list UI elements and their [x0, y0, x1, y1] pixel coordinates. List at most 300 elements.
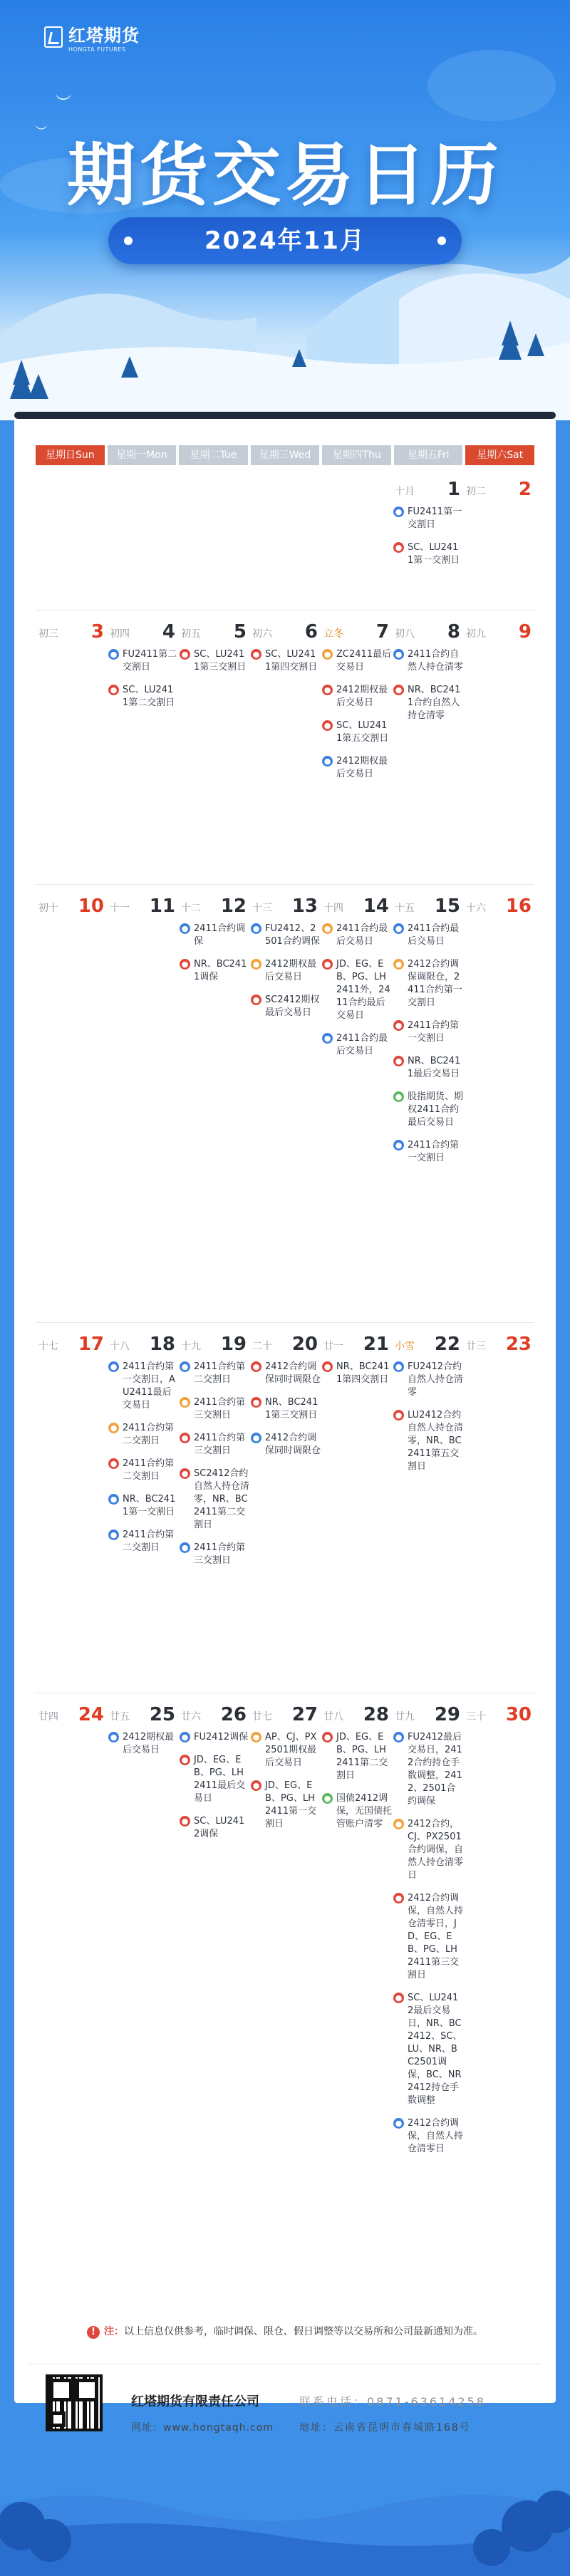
event-item [321, 1032, 392, 1058]
lunar-date: 廿六 [181, 1711, 201, 1723]
day-number: 30 [505, 1704, 532, 1725]
event-text: SC、LU2412最后交易日，NR、BC2412、SC、LU、NR、BC2501调保，BC、NR2412持仓手数调整 [408, 1993, 462, 2106]
bird-icon: ︶ [56, 95, 72, 113]
event-item [249, 1731, 321, 1770]
exchange-blue-icon: ● [322, 756, 333, 767]
qr-code[interactable] [46, 2374, 103, 2431]
lunar-date: 十四 [323, 903, 343, 914]
event-text: 2412合约调保调限仓，2411合约第一交割日 [408, 959, 462, 1008]
event-text: LU2412合约自然人持仓清零，NR、BC2411第五交割日 [408, 1410, 464, 1472]
company-name: 红塔期货有限责任公司 [131, 2394, 259, 2409]
week-separator [36, 610, 534, 611]
exchange-red-icon: ● [251, 1361, 261, 1372]
lunar-date: 二十 [252, 1341, 272, 1352]
day-header [36, 620, 107, 643]
event-list [178, 1731, 249, 1851]
day-number: 14 [363, 895, 389, 917]
event-list [178, 1361, 249, 1577]
exchange-red-icon: ● [180, 959, 190, 970]
event-text: 2411合约第二交割日 [123, 1423, 175, 1446]
day-header [178, 620, 249, 643]
day-number: 22 [434, 1334, 460, 1355]
exchange-red-icon: ● [393, 1056, 404, 1066]
exchange-blue-icon: ● [108, 1732, 119, 1743]
day-number: 13 [291, 895, 318, 917]
event-item [392, 684, 463, 722]
weekday-header [36, 445, 534, 465]
day-header [178, 1332, 249, 1355]
lunar-date: 初三 [38, 628, 58, 640]
event-item [392, 1409, 463, 1473]
event-item [321, 1361, 392, 1386]
brand-name-en: HONGTA FUTURES [68, 46, 126, 53]
event-text: 2411合约调保 [194, 923, 246, 947]
event-item [178, 1361, 249, 1386]
lunar-date: 十月 [395, 486, 415, 497]
lunar-date: 十八 [110, 1341, 130, 1352]
day-number: 25 [149, 1704, 175, 1725]
event-list [321, 923, 392, 1068]
lunar-date: 廿三 [466, 1341, 486, 1352]
day-number: 24 [78, 1704, 104, 1725]
event-item [249, 648, 321, 674]
event-text: 2411合约最后交易日 [336, 923, 388, 947]
exchange-green-icon: ● [322, 1793, 333, 1804]
lunar-date: 初十 [38, 903, 58, 914]
exchange-green-icon: ● [393, 1091, 404, 1102]
event-item [107, 648, 178, 674]
event-item [321, 958, 392, 1022]
day-header [178, 894, 249, 917]
weekday-tue: 星期二Tue [179, 445, 248, 465]
event-text: 2411合约第二交割日 [123, 1530, 175, 1553]
event-item [249, 1432, 321, 1458]
event-item [249, 994, 321, 1019]
event-list [321, 1361, 392, 1396]
day-number: 29 [434, 1704, 460, 1725]
event-text: 2412期权最后交易日 [336, 756, 388, 779]
day-number: 6 [304, 621, 318, 643]
event-text: FU2412调保 [194, 1732, 249, 1743]
event-text: SC、LU2411第二交割日 [123, 685, 175, 708]
event-item [107, 1422, 178, 1448]
exchange-red-icon: ● [322, 720, 333, 731]
day-number: 12 [220, 895, 247, 917]
exchange-red-icon: ● [393, 542, 404, 553]
event-item [249, 1780, 321, 1831]
exchange-orange-icon: ● [322, 923, 333, 934]
exchange-red-icon: ● [251, 649, 261, 660]
day-number: 3 [90, 621, 104, 643]
event-item [107, 1458, 178, 1483]
exchange-red-icon: ● [393, 1993, 404, 2003]
exchange-red-icon: ● [180, 1816, 190, 1827]
event-item [392, 958, 463, 1009]
event-item [392, 1818, 463, 1882]
snow-scene [0, 2441, 570, 2576]
event-text: FU2412合约自然人持仓清零 [408, 1361, 464, 1398]
event-text: 2411合约最后交易日 [408, 923, 460, 947]
event-text: SC、LU2411第五交割日 [336, 720, 389, 744]
event-text: SC、LU2411第一交割日 [408, 542, 460, 566]
exchange-blue-icon: ● [251, 923, 261, 934]
event-text: SC、LU2412调保 [194, 1816, 245, 1839]
day-header [392, 477, 463, 500]
week-separator [36, 1322, 534, 1323]
lunar-date: 初二 [466, 486, 486, 497]
event-text: NR、BC2411第一交割日 [123, 1494, 176, 1517]
event-item [392, 1055, 463, 1081]
weekday-fri: 星期五Fri [394, 445, 463, 465]
exchange-red-icon: ● [393, 685, 404, 695]
lunar-date: 十九 [181, 1341, 201, 1352]
day-number: 18 [149, 1334, 175, 1355]
day-number: 2 [518, 479, 532, 500]
day-number: 9 [518, 621, 532, 643]
day-number: 20 [291, 1334, 318, 1355]
day-header [107, 1703, 178, 1725]
event-text: JD、EG、EB、PG、LH2411第一交割日 [265, 1780, 317, 1829]
exchange-blue-icon: ● [393, 649, 404, 660]
day-number: 15 [434, 895, 460, 917]
disclaimer [0, 2324, 570, 2339]
weekday-mon: 星期一Mon [108, 445, 177, 465]
event-list [178, 648, 249, 684]
exchange-blue-icon: ● [108, 1494, 119, 1505]
day-header [249, 1703, 321, 1725]
lunar-date: 廿七 [252, 1711, 272, 1723]
exchange-orange-icon: ● [251, 1732, 261, 1743]
exchange-red-icon: ● [322, 1732, 333, 1743]
warning-icon: ! [87, 2326, 100, 2339]
exchange-red-icon: ● [180, 1755, 190, 1765]
month-label: 2024年11月 [204, 227, 366, 255]
exchange-red-icon: ● [393, 1410, 404, 1421]
exchange-orange-icon: ● [393, 959, 404, 970]
exchange-red-icon: ● [180, 1468, 190, 1479]
event-list [392, 1731, 463, 2166]
event-text: 2412期权最后交易日 [123, 1732, 175, 1755]
event-text: NR、BC2411第三交割日 [265, 1397, 318, 1421]
day-number: 10 [78, 895, 104, 917]
event-text: 2411合约第二交割日 [123, 1458, 175, 1482]
contact-phone: 联系电话：0871-63614258 [299, 2395, 486, 2409]
event-text: SC、LU2411第三交割日 [194, 649, 247, 672]
day-number: 7 [375, 621, 389, 643]
lunar-date: 廿一 [323, 1341, 343, 1352]
exchange-red-icon: ● [322, 685, 333, 695]
exchange-blue-icon: ● [180, 1732, 190, 1743]
event-item [178, 1432, 249, 1458]
lunar-date: 十六 [466, 903, 486, 914]
event-text: 2411合约最后交易日 [336, 1033, 388, 1056]
event-text: JD、EG、EB、PG、LH2411最后交易日 [194, 1755, 246, 1804]
day-number: 23 [505, 1334, 532, 1355]
event-item [392, 1992, 463, 2107]
lunar-date: 十三 [252, 903, 272, 914]
event-text: ZC2411最后交易日 [336, 649, 392, 672]
day-header [321, 1703, 392, 1725]
website-link[interactable]: 网址：www.hongtaqh.com [131, 2422, 274, 2434]
exchange-red-icon: ● [108, 685, 119, 695]
weekday-sat: 星期六Sat [465, 445, 534, 465]
exchange-blue-icon: ● [251, 1433, 261, 1443]
week-separator [36, 884, 534, 885]
calendar-week [36, 1332, 534, 1703]
footer [28, 2364, 542, 2443]
event-item [392, 2117, 463, 2156]
event-text: 2411合约第三交割日 [194, 1397, 246, 1421]
event-text: SC、LU2411第四交割日 [265, 649, 318, 672]
event-item [178, 1815, 249, 1841]
calendar-week [36, 1703, 534, 2315]
exchange-blue-icon: ● [108, 1361, 119, 1372]
exchange-blue-icon: ● [108, 649, 119, 660]
day-number: 5 [233, 621, 247, 643]
day-number: 19 [220, 1334, 247, 1355]
event-item [178, 1731, 249, 1744]
lunar-date: 十二 [181, 903, 201, 914]
exchange-red-icon: ● [180, 1433, 190, 1443]
event-item [178, 1542, 249, 1567]
day-header [178, 1703, 249, 1725]
exchange-orange-icon: ● [180, 1397, 190, 1408]
exchange-blue-icon: ● [180, 1361, 190, 1372]
event-list [107, 648, 178, 720]
event-item [392, 923, 463, 948]
event-text: 2412期权最后交易日 [336, 685, 388, 708]
event-item [107, 1731, 178, 1757]
event-item [392, 648, 463, 674]
event-list [178, 923, 249, 994]
event-item [178, 923, 249, 948]
exchange-orange-icon: ● [393, 1819, 404, 1829]
exchange-blue-icon: ● [393, 507, 404, 517]
event-list [249, 923, 321, 1029]
exchange-blue-icon: ● [322, 1033, 333, 1044]
exchange-blue-icon: ● [393, 1361, 404, 1372]
exchange-red-icon: ● [322, 1361, 333, 1372]
event-text: JD、EG、EB、PG、LH2411外，2411合约最后交易日 [336, 959, 390, 1021]
day-header [249, 894, 321, 917]
event-list [392, 923, 463, 1175]
exchange-red-icon: ● [393, 1893, 404, 1904]
month-pill [108, 217, 462, 264]
event-item [107, 1361, 178, 1412]
exchange-red-icon: ● [108, 1458, 119, 1469]
event-item [178, 1396, 249, 1422]
logo-icon [44, 26, 63, 48]
exchange-blue-icon: ● [180, 923, 190, 934]
event-item [178, 1754, 249, 1805]
event-item [249, 923, 321, 948]
event-text: NR、BC2411合约自然人持仓清零 [408, 685, 461, 721]
day-header [36, 1703, 107, 1725]
event-item [392, 1892, 463, 1982]
event-text: SC2412合约自然人持仓清零，NR、BC2411第二交割日 [194, 1468, 250, 1530]
address: 地址：云南省昆明市春城路168号 [299, 2422, 471, 2434]
event-item [392, 1019, 463, 1045]
event-text: 2411合约第三交割日 [194, 1433, 246, 1456]
lunar-date: 廿八 [323, 1711, 343, 1723]
event-item [321, 648, 392, 674]
day-number: 26 [220, 1704, 247, 1725]
scroll-rod [14, 412, 556, 419]
event-text: FU2411第一交割日 [408, 507, 462, 530]
day-header [249, 620, 321, 643]
exchange-red-icon: ● [322, 959, 333, 970]
event-item [321, 1792, 392, 1831]
event-list [249, 1361, 321, 1468]
lunar-date: 十七 [38, 1341, 58, 1352]
event-list [392, 1361, 463, 1483]
day-header [321, 894, 392, 917]
event-text: 2411合约第一交割日 [408, 1020, 460, 1044]
event-item [249, 958, 321, 984]
event-text: AP、CJ、PX2501期权最后交易日 [265, 1732, 317, 1768]
exchange-blue-icon: ● [180, 1542, 190, 1553]
event-item [321, 923, 392, 948]
event-text: FU2412、2501合约调保 [265, 923, 320, 947]
brand-name: 红塔期货 [68, 26, 140, 46]
lunar-date: 初九 [466, 628, 486, 640]
lunar-date: 三十 [466, 1711, 486, 1723]
event-item [392, 541, 463, 567]
day-header [392, 620, 463, 643]
calendar-week [36, 477, 534, 620]
event-item [107, 1529, 178, 1554]
exchange-blue-icon: ● [393, 2118, 404, 2129]
lunar-date: 初六 [252, 628, 272, 640]
day-header [107, 620, 178, 643]
day-header [463, 894, 534, 917]
day-header [392, 894, 463, 917]
day-number: 4 [162, 621, 175, 643]
exchange-red-icon: ● [251, 994, 261, 1005]
day-header [36, 894, 107, 917]
event-text: JD、EG、EB、PG、LH2411第二交割日 [336, 1732, 388, 1781]
event-list [107, 1731, 178, 1767]
pill-dot [437, 237, 446, 245]
event-list [392, 506, 463, 577]
event-text: 2411合约第一交割日，AU2411最后交易日 [123, 1361, 175, 1411]
event-item [107, 684, 178, 710]
event-text: 股指期货、期权2411合约最后交易日 [408, 1091, 464, 1128]
day-header [463, 1703, 534, 1725]
exchange-blue-icon: ● [393, 1732, 404, 1743]
event-text: FU2411第二交割日 [123, 649, 177, 672]
brand-logo [44, 21, 140, 53]
event-text: NR、BC2411最后交易日 [408, 1056, 461, 1079]
day-header [107, 1332, 178, 1355]
event-item [321, 1731, 392, 1782]
event-text: FU2412最后交易日，2412合约持仓手数调整，2412、2501合约调保 [408, 1732, 462, 1807]
header-banner [0, 0, 570, 420]
event-list [249, 648, 321, 684]
disclaimer-label: 注： [104, 2326, 124, 2337]
event-text: 2412期权最后交易日 [265, 959, 317, 982]
day-header [36, 1332, 107, 1355]
weekday-wed: 星期三Wed [251, 445, 320, 465]
event-item [321, 720, 392, 745]
exchange-red-icon: ● [251, 1780, 261, 1791]
event-text: 2412合约调保，自然人持仓清零日 [408, 2118, 464, 2154]
event-list [321, 648, 392, 791]
day-number: 17 [78, 1334, 104, 1355]
day-number: 16 [505, 895, 532, 917]
exchange-orange-icon: ● [251, 959, 261, 970]
weekday-thu: 星期四Thu [322, 445, 391, 465]
weekday-sun: 星期日Sun [36, 445, 105, 465]
day-number: 28 [363, 1704, 389, 1725]
event-list [107, 1361, 178, 1564]
event-item [392, 506, 463, 531]
event-item [249, 1396, 321, 1422]
event-list [321, 1731, 392, 1841]
exchange-red-icon: ● [393, 1020, 404, 1031]
event-item [392, 1091, 463, 1129]
exchange-orange-icon: ● [322, 649, 333, 660]
lunar-date: 十五 [395, 903, 415, 914]
bird-icon: ︶ [36, 125, 48, 138]
day-number: 11 [149, 895, 175, 917]
event-text: 2411合约第三交割日 [194, 1542, 246, 1566]
event-text: 2412合约调保同时调限仓 [265, 1361, 321, 1385]
day-header [107, 894, 178, 917]
event-list [249, 1731, 321, 1841]
event-item [392, 1361, 463, 1399]
day-header [249, 1332, 321, 1355]
event-text: 2412合约调保同时调限仓 [265, 1433, 321, 1456]
event-item [178, 1468, 249, 1532]
event-text: 2411合约第一交割日 [408, 1140, 460, 1163]
exchange-red-icon: ● [251, 1397, 261, 1408]
disclaimer-text: 以上信息仅供参考，临时调保、限仓、假日调整等以交易所和公司最新通知为准。 [124, 2326, 483, 2337]
event-item [321, 684, 392, 710]
calendar-week [36, 620, 534, 894]
event-text: SC2412期权最后交易日 [265, 994, 320, 1018]
day-header [392, 1703, 463, 1725]
lunar-date: 廿九 [395, 1711, 415, 1723]
lunar-date: 小雪 [395, 1341, 415, 1352]
lunar-date: 初五 [181, 628, 201, 640]
day-header [321, 1332, 392, 1355]
day-header [463, 477, 534, 500]
lunar-date: 十一 [110, 903, 130, 914]
lunar-date: 初八 [395, 628, 415, 640]
event-text: NR、BC2411调保 [194, 959, 247, 982]
calendar-week [36, 894, 534, 1332]
exchange-orange-icon: ● [108, 1423, 119, 1433]
day-header [463, 620, 534, 643]
event-text: 国债2412调保，无国债托管账户清零 [336, 1793, 393, 1829]
event-item [321, 755, 392, 781]
exchange-blue-icon: ● [393, 1140, 404, 1151]
day-header [321, 620, 392, 643]
lunar-date: 廿五 [110, 1711, 130, 1723]
event-text: 2411合约自然人持仓清零 [408, 649, 464, 672]
snow-illustration [0, 2441, 570, 2576]
lunar-date: 立冬 [323, 628, 343, 640]
event-item [392, 1139, 463, 1165]
day-number: 8 [447, 621, 460, 643]
exchange-blue-icon: ● [393, 923, 404, 934]
page-title: 期货交易日历 [67, 135, 503, 215]
day-header [392, 1332, 463, 1355]
event-text: NR、BC2411第四交割日 [336, 1361, 390, 1385]
lunar-date: 初四 [110, 628, 130, 640]
exchange-red-icon: ● [180, 649, 190, 660]
